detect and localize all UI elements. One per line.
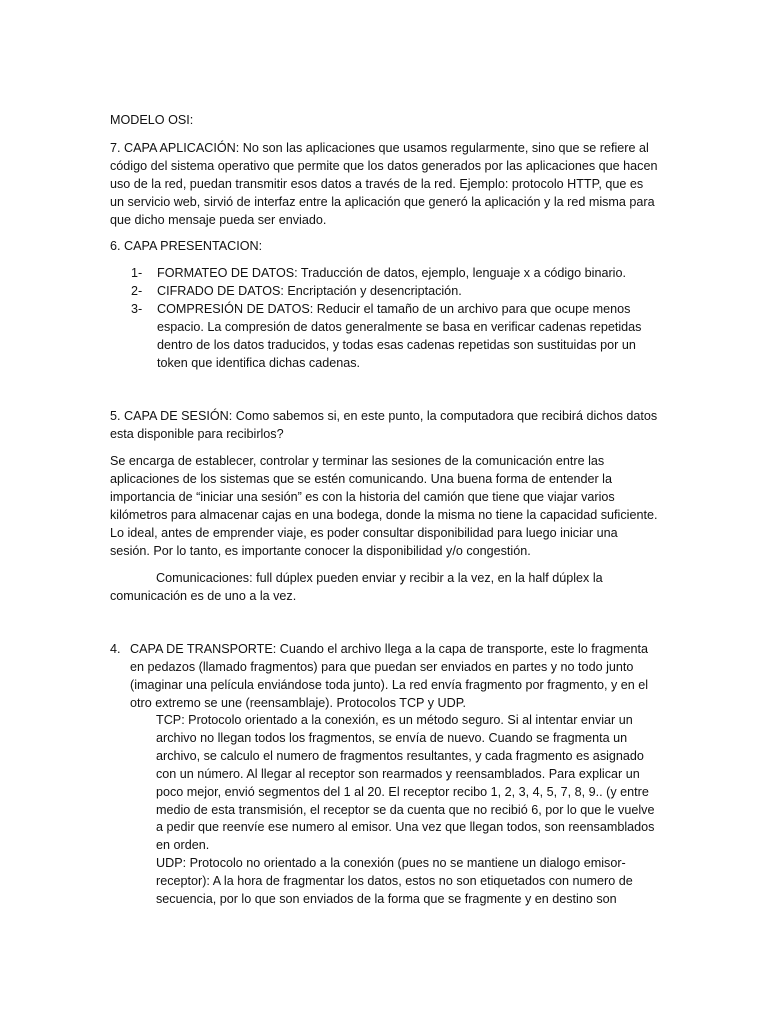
document-title: MODELO OSI: [110,113,194,127]
section-5-intro: 5. CAPA DE SESIÓN: Como sabemos si, en este punto, la computadora que recibirá dichos datos esta disponible para recibirlos? [110,409,658,441]
list-item [110,301,660,373]
section-6-title: 6. CAPA PRESENTACION: [110,239,263,253]
list-item [110,283,660,301]
list-item-number: 4. [110,642,121,656]
udp-paragraph: UDP: Protocolo no orientado a la conexión (pues no se mantiene un dialogo emisor-receptor): A la hora de fragmentar los datos, estos no son etiquetados con numero de secuencia, por lo que son enviados de la forma que se fragmente y en destino son [156,856,633,906]
section-4-text: CAPA DE TRANSPORTE: Cuando el archivo llega a la capa de transporte, este lo fragmenta en pedazos (llamado fragmentos) para que puedan ser enviados en partes y no todo junto (imaginar una película enviándose toda junto). La red envía fragmento por fragmento, y en el otro extremo se une (reensamblaje). Protocolos TCP y UDP. [130,642,649,710]
list-item-number: 3- [131,302,143,316]
list-item-text: CIFRADO DE DATOS: Encriptación y desencriptación. [157,284,462,298]
section-5-body: Se encarga de establecer, controlar y terminar las sesiones de la comunicación entre las aplicaciones de los sistemas que se estén comunicando. Una buena forma de entender la importancia de “iniciar una sesión” es con la historia del camión que tiene que viajar varios kilómetros para almacenar cajas en una bodega, donde la misma no tiene la capacidad suficiente. Lo ideal, antes de emprender viaje, es poder consultar disponibilidad para luego iniciar una sesión. Por lo tanto, es importante conocer la disponibilidad y/o congestión. [110,454,658,558]
list-item-text: FORMATEO DE DATOS: Traducción de datos, ejemplo, lenguaje x a código binario. [157,266,626,280]
list-item-text: COMPRESIÓN DE DATOS: Reducir el tamaño de un archivo para que ocupe menos espacio. La compresión de datos generalmente se basa en verificar cadenas repetidas dentro de los datos traducidos, y todas esas cadenas repetidas son sustituidas por un token que identifica dichas cadenas. [157,302,642,370]
section-7-paragraph: 7. CAPA APLICACIÓN: No son las aplicaciones que usamos regularmente, sino que se refiere al código del sistema operativo que permite que los datos generados por las aplicaciones que hacen uso de la red, puedan transmitir esos datos a través de la red. Ejemplo: protocolo HTTP, que es un servicio web, sirvió de interfaz entre la aplicación que generó la aplicación y la red misma para que dicho mensaje pueda ser enviado. [110,141,658,227]
list-item [110,265,660,283]
section-5-communications: Comunicaciones: full dúplex pueden enviar y recibir a la vez, en la half dúplex la comunicación es de uno a la vez. [110,571,603,603]
list-item-number: 2- [131,284,143,298]
tcp-paragraph: TCP: Protocolo orientado a la conexión, es un método seguro. Si al intentar enviar un archivo no llegan todos los fragmentos, se envía de nuevo. Cuando se fragmenta un archivo, se calculo el numero de fragmentos resultantes, y cada fragmento es asignado con un número. Al llegar al receptor son rearmados y reensamblados. Para explicar un poco mejor, envió segmentos del 1 al 20. El receptor recibo 1, 2, 3, 4, 5, 7, 8, 9.. (y entre medio de esta transmisión, el receptor se da cuenta que no recibió 6, por lo que le vuelve a pedir que reenvíe ese numero al emisor. Una vez que llegan todos, son reensamblados en orden. [156,713,655,853]
list-item-number: 1- [131,266,143,280]
section-4-list-item [110,641,660,713]
